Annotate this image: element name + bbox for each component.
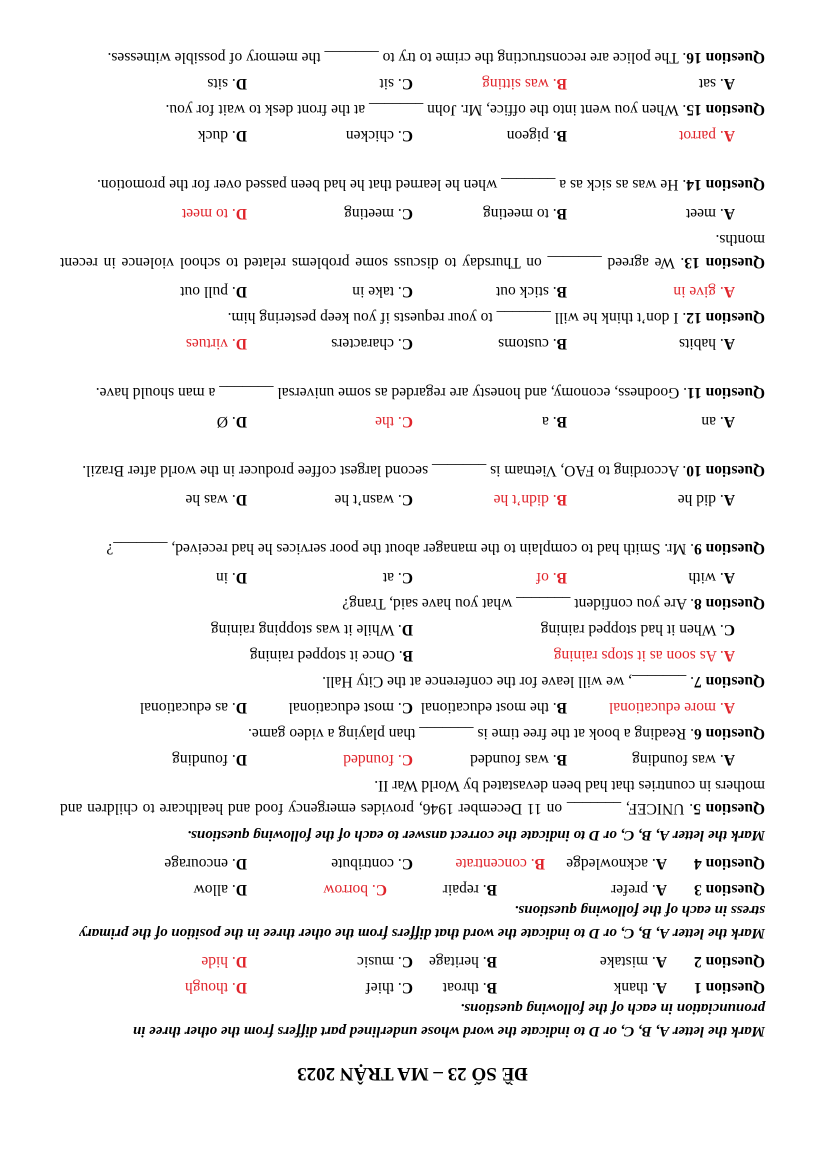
question-16: Question 16. The police are reconstructing the crime to try to _______ the memory of possible witnesses. [107,49,765,66]
q8-option-a: A. with [688,569,735,586]
question-1 [694,978,765,996]
q3-option-c: C. borrow [323,881,387,898]
q5-option-d: D. founding [172,751,247,768]
question-2: Question 2 [693,953,765,970]
q15-option-b: B. was sitting [482,75,567,92]
q3-option-b: B. repair [442,881,497,898]
q2-option-a: A. mistake [599,953,667,970]
q15-option-c: C. sit [379,75,413,92]
q10-option-d: D. Ø [216,413,247,430]
q7-option-b: B. Once it stopped raining [249,647,413,664]
question-15: Question 15. When you went into the office, Mr. John _______ at the front desk to wait for you. [165,101,765,118]
q1-option-b: B. throat [442,979,497,996]
question-8: Question 8. Are you confident _______ what you have said, Trang? [342,595,765,612]
q9-option-d: D. was he [185,491,247,508]
q13-option-c: C. meeting [344,205,413,222]
q1-option-d: D. though [184,979,247,996]
q4-option-a: A. acknowledge [566,855,667,872]
q2-option-d: D. hide [201,953,247,970]
q12-option-a: A. give in [673,283,735,300]
q8-option-c: C. at [382,569,413,586]
q7-option-c: C. When it had stopped raining [540,621,735,638]
q15-option-a: A. sat [698,75,735,92]
question-10: Question 10. According to FAO, Vietnam is _______ second largest coffee producer in the world after Brazil. [82,462,765,479]
q3-option-a: A. prefer [611,881,667,898]
q11-option-a: A. habits [679,335,735,352]
q15-option-d: D. sits [207,75,247,92]
q7-option-d: D. While it was stopping raining [210,621,413,638]
q14-option-b: B. pigeon [506,127,567,144]
q10-option-a: A. an [701,413,735,430]
question-14: Question 14. He was as sick as a _______ when he learned that he had been passed over for the promotion. [96,176,765,193]
q10-option-b: B. a [542,413,567,430]
q14-option-a: A. parrot [679,127,735,144]
q14-option-c: C. chicken [345,127,413,144]
q14-option-d: D. duck [197,127,247,144]
page-title: ĐỀ SỐ 23 – MA TRẬN 2023 [297,1063,528,1084]
q5-option-b: B. was founded [470,751,567,768]
q6-option-d: D. as educational [139,699,247,716]
q2-option-c: C. music [357,953,413,970]
section-instruction-correct-answer: Mark the letter A, B, C, or D to indicate the correct answer to each of the following questions. [187,827,765,843]
q5-option-c: C. founded [343,751,413,768]
q4-option-c: C. contribute [331,855,413,872]
q11-option-c: C. characters [331,335,413,352]
q4-option-b: B. concentrate [455,855,545,872]
q10-option-c: C. the [375,413,413,430]
q12-option-d: D. pull out [180,283,247,300]
q9-option-a: A. did he [677,491,735,508]
q11-option-b: B. customs [498,335,567,352]
q11-option-d: D. virtues [185,335,247,352]
q12-option-c: C. take in [352,283,413,300]
question-3: Question 3 [693,881,765,898]
q1-option-a: A. thank [613,979,667,996]
section-instruction-stress: Mark the letter A, B, C, or D to indicate the word that differs from the other three in the position of the primary stress in each of the following questions. [79,902,765,941]
section-instruction-pronunciation: Mark the letter A, B, C, or D to indicate the word whose underlined part differs from the other three in pronunciation in each of the following questions. [132,1000,765,1039]
q8-option-d: D. in [215,569,247,586]
question-13: Question 13. We agreed _______ on Thursday to discuss some problems related to school violence in recent months. [60,231,765,271]
q4-option-d: D. encourage [164,855,247,872]
q13-option-a: A. meet [685,205,735,222]
q6-option-a: A. more educational [608,699,735,716]
q3-option-d: D. allow [193,881,247,898]
q9-option-b: B. didn’t he [493,491,567,508]
q12-option-b: B. stick out [495,283,567,300]
q5-option-a: A. was founding [632,751,735,768]
question-12: Question 12. I don’t think he will _______ to your requests if you keep pestering him. [227,309,765,326]
q13-option-b: B. to meeting [483,205,567,222]
q6-option-b: B. the most educational [420,699,567,716]
question-5: Question 5. UNICEF, _______ on 11 December 1946, provides emergency food and healthcare to children and mothers in countries that had been devastated by World War II. [60,777,765,817]
q2-option-b: B. heritage [428,953,497,970]
question-11: Question 11. Goodness, economy, and honesty are regarded as some universal _______ a man should have. [95,384,765,401]
question-4: Question 4 [693,855,765,872]
question-7: Question 7. _______, we will leave for the conference at the City Hall. [322,673,765,690]
question-6: Question 6. Reading a book at the free time is _______ than playing a video game. [248,725,765,742]
q8-option-b: B. of [535,569,567,586]
question-9: Question 9. Mr. Smith had to complain to the manager about the poor services he had received, _______? [106,540,765,557]
question-label: Question 1 [693,979,765,996]
q6-option-c: C. most educational [288,699,413,716]
q13-option-d: D. to meet [181,205,247,222]
q1-option-c: C. thief [365,979,413,996]
q7-option-a: A. As soon as it stops raining [553,647,735,664]
q9-option-c: C. wasn’t he [334,491,413,508]
